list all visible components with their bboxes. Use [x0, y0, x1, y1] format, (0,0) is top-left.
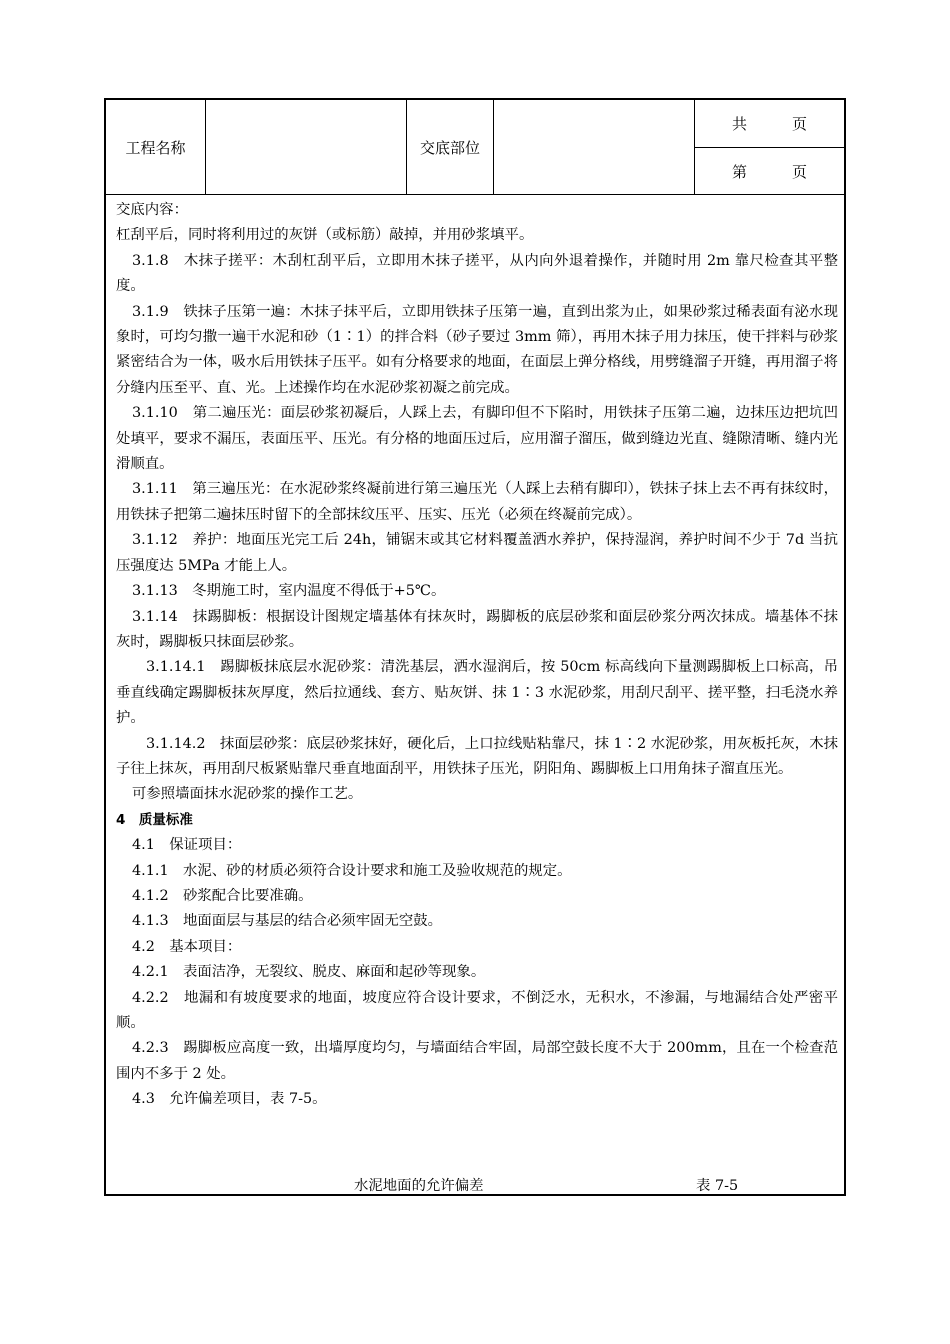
- paragraph: 3.1.13 冬期施工时，室内温度不得低于+5℃。: [132, 583, 446, 600]
- disclosure-part-value: [494, 100, 695, 194]
- table-title: 水泥地面的允许偏差: [354, 1178, 484, 1194]
- paragraph: 3.1.14 抹踢脚板：根据设计图规定墙基体有抹灰时，踢脚板的底层砂浆和面层砂浆分两次抹成。墙基体不抹灰时，踢脚板只抹面层砂浆。: [116, 608, 838, 650]
- paragraph: 3.1.9 铁抹子压第一遍：木抹子抹平后，立即用铁抹子压第一遍，直到出浆为止，如果砂浆过稀表面有泌水现象时，可均匀撒一遍干水泥和砂（1∶1）的拌合料（砂子要过 3mm 筛），再用木抹子用力抹压，使干拌料与砂浆紧密结合为一体，吸水后用铁抹子压平。如有分格要求的地面，在面层上弹分格线，用劈缝溜子开缝，再用溜子将分缝内压至平、直、光。上述操作均在水泥砂浆初凝之前完成。: [116, 303, 838, 396]
- paragraph: 3.1.14.1 踢脚板抹底层水泥砂浆：清洗基层，洒水湿润后，按 50cm 标高线向下量测踢脚板上口标高，吊垂直线确定踢脚板抹灰厚度，然后拉通线、套方、贴灰饼、抹 1∶3 水泥砂浆，用刮尺刮平、搓平整，扫毛浇水养护。: [116, 659, 838, 727]
- project-name-value: [206, 100, 407, 194]
- page-number: 第 页: [695, 147, 844, 195]
- paragraph: 4.2.3 踢脚板应高度一致，出墙厚度均匀，与墙面结合牢固，局部空鼓长度不大于 200mm，且在一个检查范围内不多于 2 处。: [116, 1040, 838, 1082]
- paragraph: 4.1 保证项目：: [132, 837, 242, 854]
- project-name-label: 工程名称: [106, 100, 206, 194]
- total-pages: 共 页: [731, 115, 807, 133]
- paragraph: 4.2.1 表面洁净，无裂纹、脱皮、麻面和起砂等现象。: [132, 964, 486, 981]
- paragraph: 4 质量标准: [116, 811, 193, 828]
- content-label: 交底内容：: [116, 202, 188, 218]
- paragraph: 3.1.8 木抹子搓平：木刮杠刮平后，立即用木抹子搓平，从内向外退着操作，并随时用 2m 靠尺检查其平整度。: [116, 252, 838, 295]
- paragraph: 3.1.10 第二遍压光：面层砂浆初凝后，人踩上去，有脚印但不下陷时，用铁抹子压第二遍，边抹压边把坑凹处填平，要求不漏压，表面压平、压光。有分格的地面压过后，应用溜子溜压，做到缝边光直、缝隙清晰、缝内光滑顺直。: [116, 405, 838, 473]
- paragraph: 4.2 基本项目：: [132, 938, 242, 955]
- paragraph: 杠刮平后，同时将利用过的灰饼（或标筋）敲掉，并用砂浆填平。: [116, 227, 534, 244]
- paragraph: 3.1.11 第三遍压光：在水泥砂浆终凝前进行第三遍压光（人踩上去稍有脚印），铁抹子抹上去不再有抹纹时，用铁抹子把第二遍抹压时留下的全部抹纹压平、压实、压光（必须在终凝前完成）。: [116, 481, 838, 523]
- paragraph: 4.2.2 地漏和有坡度要求的地面，坡度应符合设计要求，不倒泛水，无积水，不渗漏，与地漏结合处严密平顺。: [116, 989, 838, 1031]
- content-body: [116, 198, 838, 1113]
- paragraph: 3.1.14.2 抹面层砂浆：底层砂浆抹好，硬化后，上口拉线贴粘靠尺，抹 1∶2 水泥砂浆，用灰板托灰，木抹子往上抹灰，再用刮尺板紧贴靠尺垂直地面刮平，用铁抹子压光，阴阳角、踢脚板上口用角抹子溜直压光。: [116, 735, 838, 777]
- header-table: [106, 100, 844, 195]
- paragraph: 可参照墙面抹水泥砂浆的操作工艺。: [132, 786, 363, 803]
- paragraph: 3.1.12 养护：地面压光完工后 24h，铺锯末或其它材料覆盖洒水养护，保持湿润，养护时间不少于 7d 当抗压强度达 5MPa 才能上人。: [116, 532, 838, 574]
- paragraph: 4.3 允许偏差项目，表 7-5。: [132, 1091, 327, 1108]
- table-caption: [106, 1174, 844, 1194]
- paragraph-list: [116, 223, 838, 1112]
- paragraph: 4.1.1 水泥、砂的材质必须符合设计要求和施工及验收规范的规定。: [132, 862, 572, 879]
- page-info-cell: [695, 100, 844, 194]
- paragraph: 4.1.3 地面面层与基层的结合必须牢固无空鼓。: [132, 913, 443, 930]
- table-number: 表 7-5: [696, 1178, 739, 1194]
- disclosure-part-label: 交底部位: [407, 100, 494, 194]
- paragraph: 4.1.2 砂浆配合比要准确。: [132, 887, 313, 904]
- document-sheet: [104, 98, 846, 1196]
